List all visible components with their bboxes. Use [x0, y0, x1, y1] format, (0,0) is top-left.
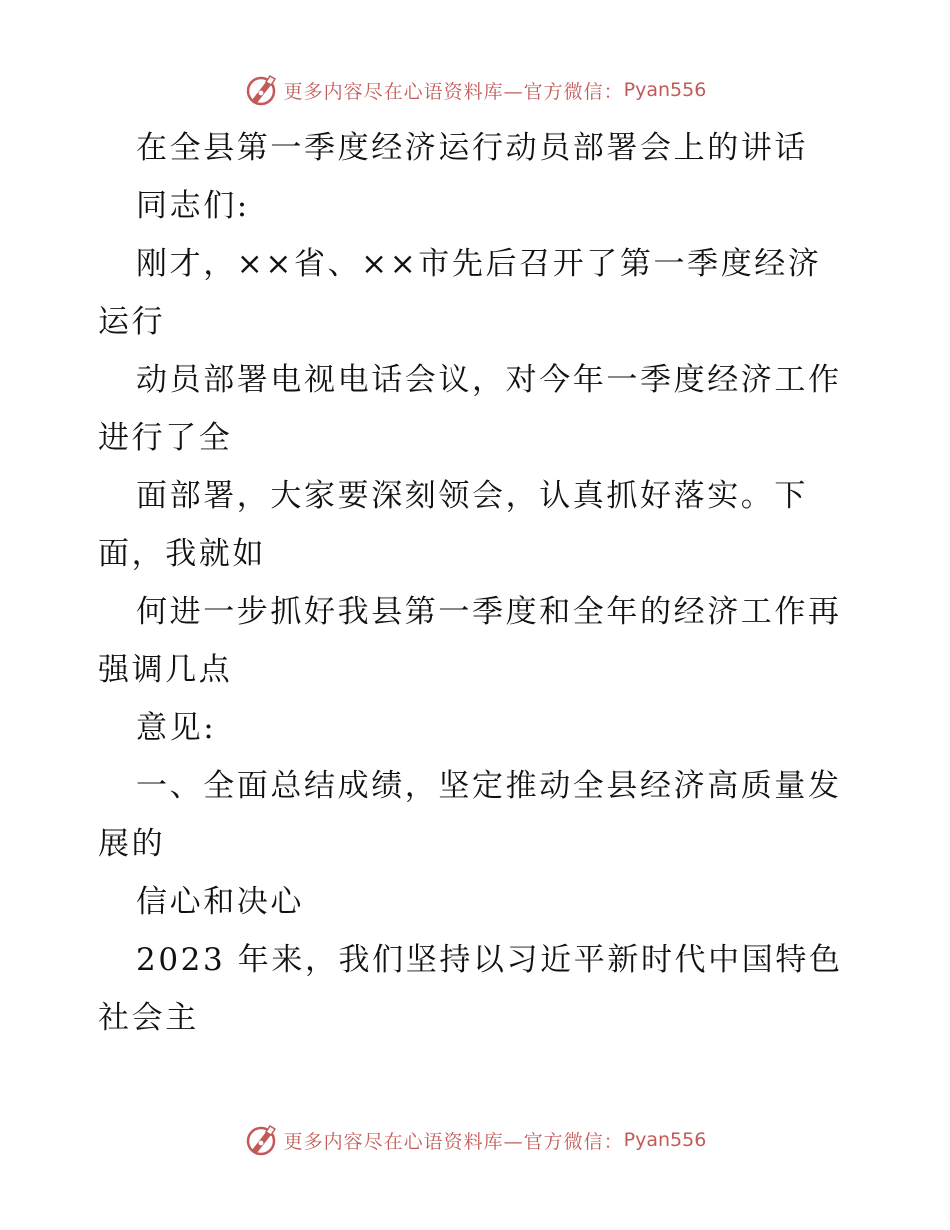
section-heading-line: 一、全面总结成绩，坚定推动全县经济高质量发 [136, 768, 842, 804]
watermark-wechat-id: Pyan556 [623, 1129, 707, 1151]
paragraph-line: 进行了全 [98, 420, 233, 456]
pen-logo-icon [244, 1122, 280, 1158]
paragraph-line: 何进一步抓好我县第一季度和全年的经济工作再 [136, 594, 842, 630]
paragraph-line: 刚才，××省、××市先后召开了第一季度经济 [136, 246, 822, 282]
paragraph-line: 面部署，大家要深刻领会，认真抓好落实。下 [136, 478, 808, 514]
header-watermark [0, 68, 950, 112]
salutation: 同志们: [136, 188, 250, 224]
paragraph-line: 运行 [98, 304, 166, 340]
paragraph-line: 2023 年来，我们坚持以习近平新时代中国特色 [136, 942, 843, 978]
speech-title: 在全县第一季度经济运行动员部署会上的讲话 [136, 130, 808, 166]
watermark-wechat-id: Pyan556 [623, 79, 707, 101]
watermark-text: 更多内容尽在心语资料库—官方微信： [283, 80, 624, 103]
section-heading-line: 展的 [98, 826, 166, 862]
paragraph-line: 强调几点 [98, 652, 233, 688]
section-heading-line: 信心和决心 [136, 884, 304, 920]
watermark-text: 更多内容尽在心语资料库—官方微信： [283, 1130, 624, 1153]
paragraph-line: 社会主 [98, 1000, 199, 1036]
paragraph-line: 面，我就如 [98, 536, 266, 572]
footer-watermark [0, 1118, 950, 1162]
paragraph-line: 动员部署电视电话会议，对今年一季度经济工作 [136, 362, 842, 398]
pen-logo-icon [244, 72, 280, 108]
paragraph-line: 意见: [136, 710, 217, 746]
